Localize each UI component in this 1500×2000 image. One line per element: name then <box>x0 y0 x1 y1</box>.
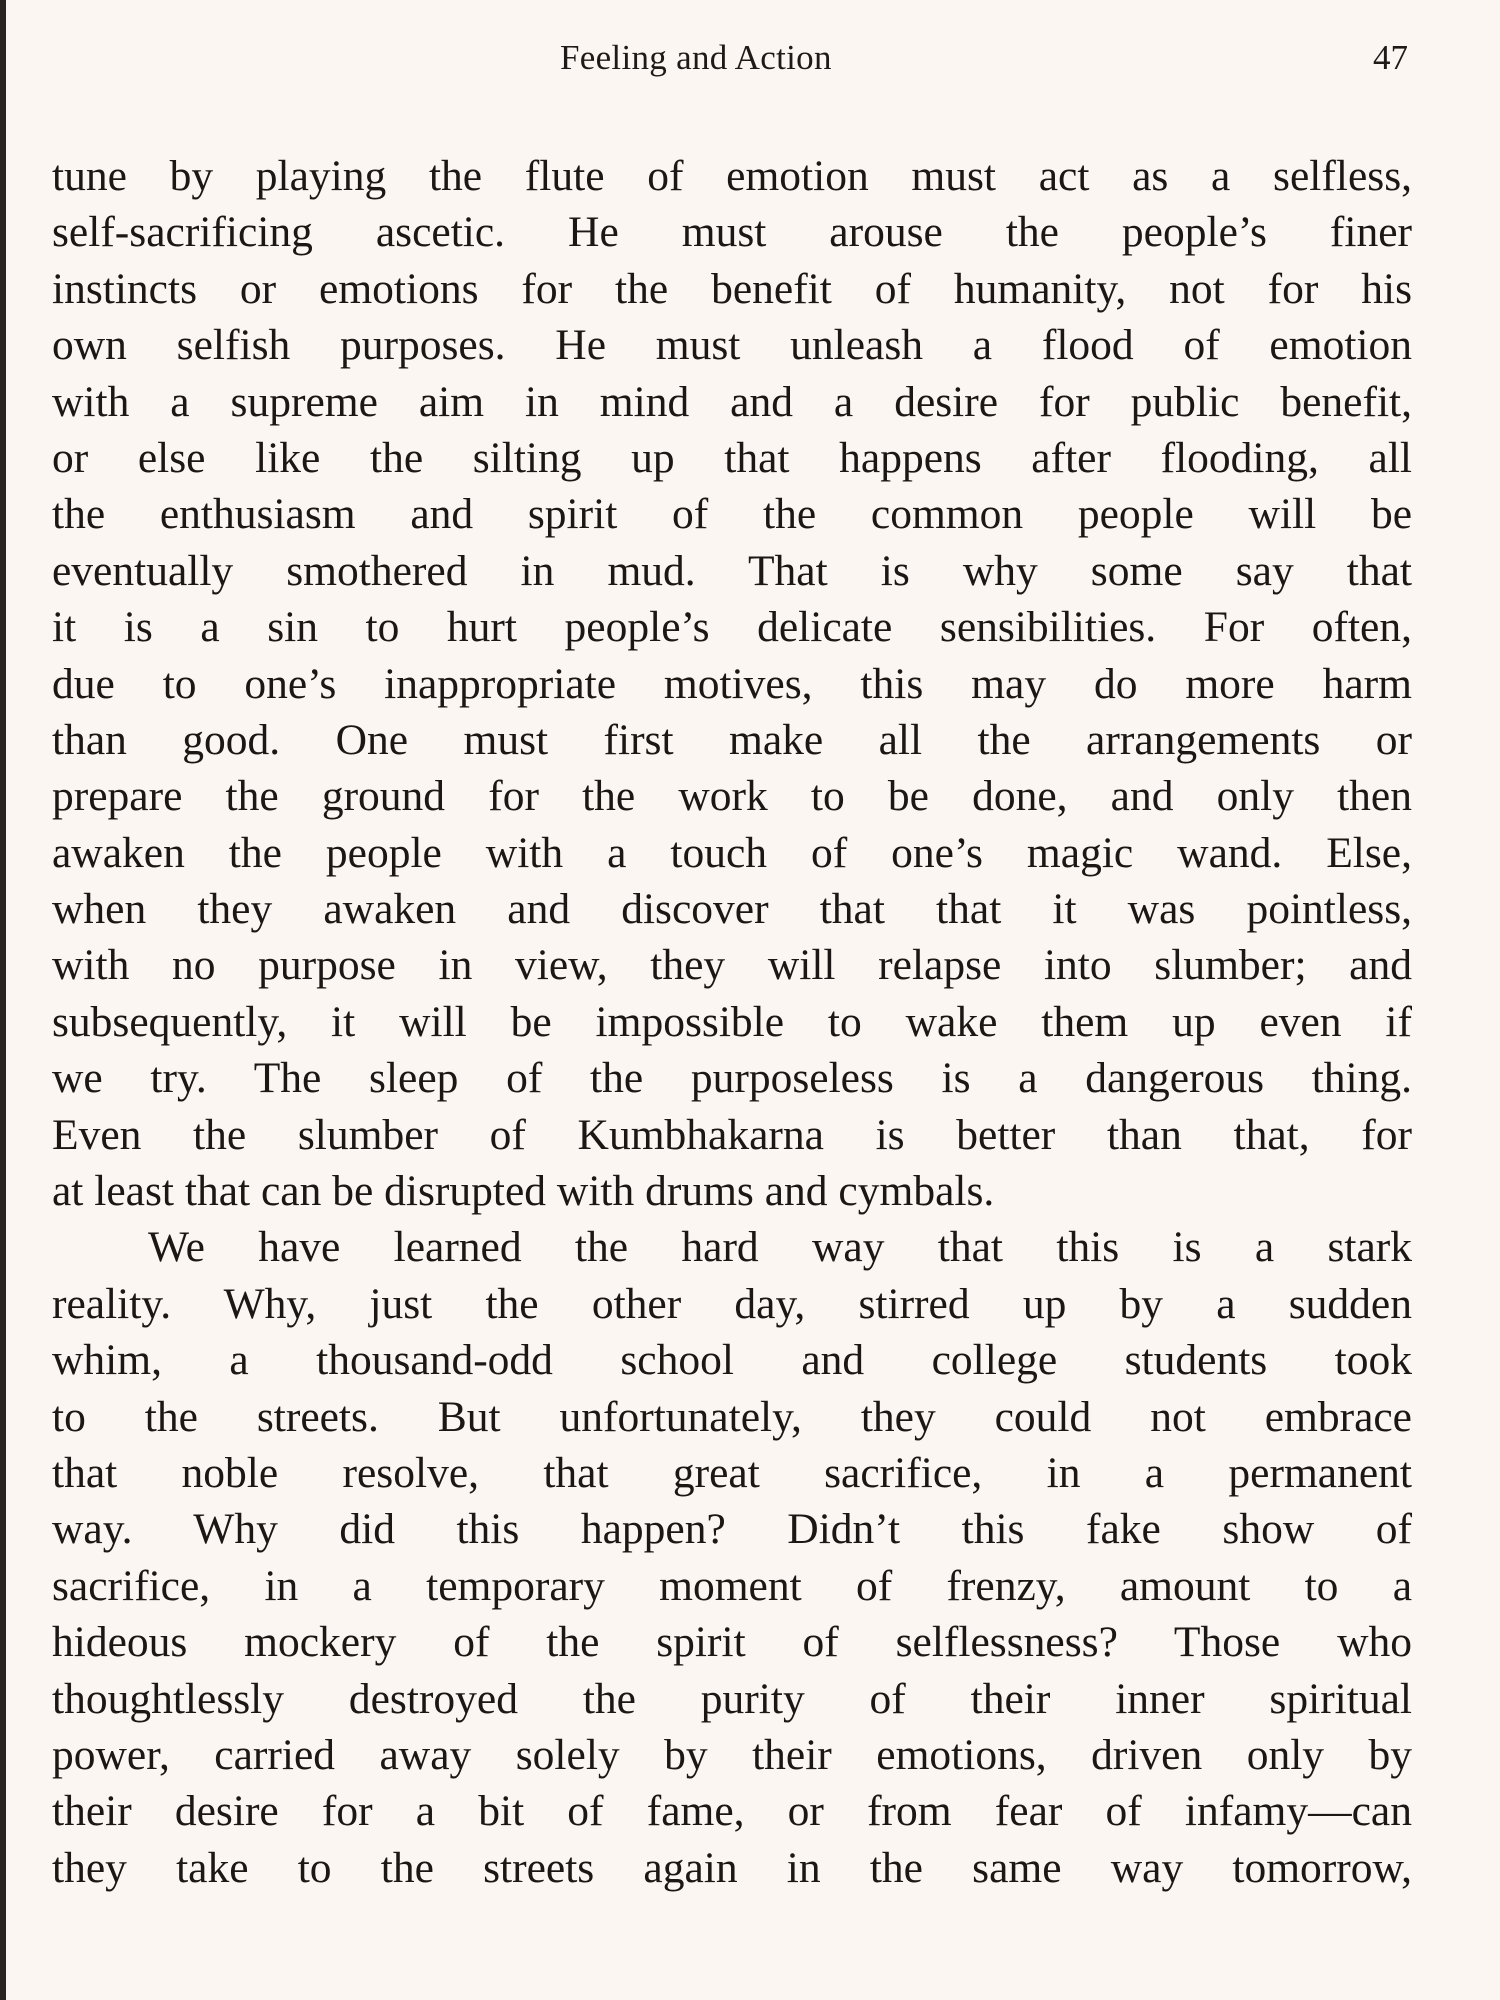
text-line: thoughtlessly destroyed the purity of their inner spiritual <box>52 1674 1412 1723</box>
text-line: it is a sin to hurt people’s delicate sensibilities. For often, <box>52 603 1412 652</box>
paragraph-end-line: at least that can be disrupted with drums and cymbals. <box>52 1167 995 1216</box>
text-line: hideous mockery of the spirit of selflessness? Those who <box>52 1618 1412 1667</box>
text-line: subsequently, it will be impossible to wake them up even if <box>52 997 1412 1046</box>
text-line: instincts or emotions for the benefit of humanity, not for his <box>52 264 1412 313</box>
text-line: they take to the streets again in the same way tomorrow, <box>52 1843 1412 1892</box>
text-line: or else like the silting up that happens after flooding, all <box>52 433 1412 482</box>
text-line: their desire for a bit of fame, or from fear of infamy—can <box>52 1787 1412 1836</box>
text-line: the enthusiasm and spirit of the common people will be <box>52 490 1412 539</box>
page-number: 47 <box>1373 38 1408 77</box>
text-line: reality. Why, just the other day, stirred up by a sudden <box>52 1279 1412 1328</box>
paragraph-start-line: We have learned the hard way that this is a stark <box>148 1223 1412 1272</box>
text-line: whim, a thousand-odd school and college students took <box>52 1336 1412 1385</box>
text-line: when they awaken and discover that that it was pointless, <box>52 885 1412 934</box>
text-line: with a supreme aim in mind and a desire for public benefit, <box>52 377 1412 426</box>
text-line: prepare the ground for the work to be done, and only then <box>52 772 1412 821</box>
text-line: tune by playing the flute of emotion must act as a selfless, <box>52 152 1412 200</box>
page-edge-shadow <box>0 0 6 2000</box>
text-line: than good. One must first make all the arrangements or <box>52 715 1412 764</box>
text-line: awaken the people with a touch of one’s magic wand. Else, <box>52 828 1412 877</box>
text-line: sacrifice, in a temporary moment of frenzy, amount to a <box>52 1561 1412 1610</box>
text-line: way. Why did this happen? Didn’t this fake show of <box>52 1505 1412 1554</box>
text-line: to the streets. But unfortunately, they could not embrace <box>52 1392 1412 1441</box>
text-line: own selfish purposes. He must unleash a flood of emotion <box>52 321 1412 370</box>
text-line: eventually smothered in mud. That is why some say that <box>52 546 1412 595</box>
text-line: that noble resolve, that great sacrifice, in a permanent <box>52 1448 1412 1497</box>
text-line: we try. The sleep of the purposeless is a dangerous thing. <box>52 1054 1412 1103</box>
text-line: power, carried away solely by their emotions, driven only by <box>52 1730 1412 1779</box>
text-line: with no purpose in view, they will relapse into slumber; and <box>52 941 1412 990</box>
text-line: due to one’s inappropriate motives, this may do more harm <box>52 659 1412 708</box>
running-head: Feeling and Action <box>560 38 832 77</box>
body-text <box>52 148 1412 1896</box>
text-line: self-sacrificing ascetic. He must arouse the people’s finer <box>52 208 1412 257</box>
text-line: Even the slumber of Kumbhakarna is better than that, for <box>52 1110 1412 1159</box>
page-header <box>0 38 1500 88</box>
